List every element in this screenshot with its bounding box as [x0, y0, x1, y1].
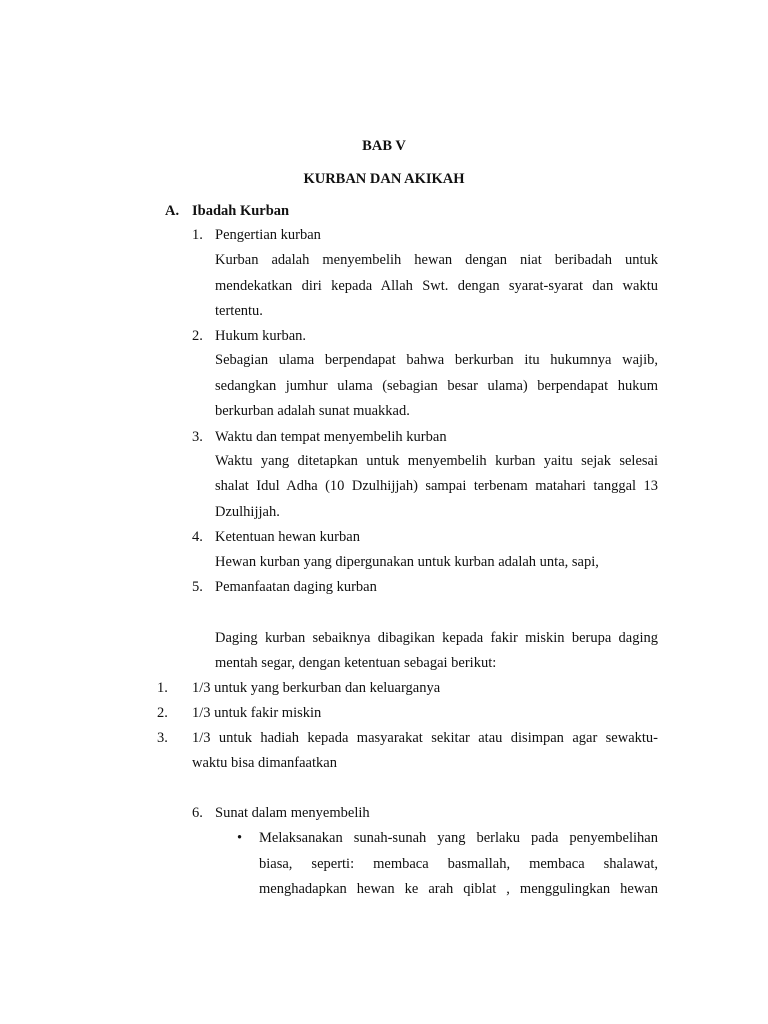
item-2-body-line: sedangkan jumhur ulama (sebagian besar ulama) berpendapat hukum	[215, 378, 658, 394]
item-5-title: Pemanfaatan daging kurban	[215, 579, 377, 595]
item-3-number: 3.	[192, 429, 203, 445]
item-3-body-line: shalat Idul Adha (10 Dzulhijjah) sampai terbenam matahari tanggal 13	[215, 478, 658, 494]
item-4-body-line: Hewan kurban yang dipergunakan untuk kurban adalah unta, sapi,	[215, 554, 599, 570]
item-2-body-line: berkurban adalah sunat muakkad.	[215, 403, 410, 419]
distribution-number: 3.	[157, 730, 168, 746]
item-2-body-line: Sebagian ulama berpendapat bahwa berkurban itu hukumnya wajib,	[215, 352, 658, 368]
item-5-body-line: Daging kurban sebaiknya dibagikan kepada fakir miskin berupa daging	[215, 630, 658, 646]
bullet-text-line: menghadapkan hewan ke arah qiblat , menggulingkan hewan	[259, 881, 658, 897]
section-a-marker: A.	[165, 203, 180, 219]
item-6-number: 6.	[192, 805, 203, 821]
bullet-text-line: biasa, seperti: membaca basmallah, membaca shalawat,	[259, 856, 658, 872]
distribution-text: waktu bisa dimanfaatkan	[192, 755, 337, 771]
item-3-title: Waktu dan tempat menyembelih kurban	[215, 429, 447, 445]
item-1-body-line: mendekatkan diri kepada Allah Swt. dengan syarat-syarat dan waktu	[215, 278, 658, 294]
item-2-number: 2.	[192, 328, 203, 344]
item-2-title: Hukum kurban.	[215, 328, 307, 344]
distribution-text: 1/3 untuk hadiah kepada masyarakat sekitar atau disimpan agar sewaktu-	[192, 730, 658, 746]
item-6-title: Sunat dalam menyembelih	[215, 805, 370, 821]
chapter-number: BAB V	[362, 138, 406, 154]
item-5-number: 5.	[192, 579, 203, 595]
item-1-number: 1.	[192, 227, 203, 243]
item-4-title: Ketentuan hewan kurban	[215, 529, 360, 545]
item-4-number: 4.	[192, 529, 203, 545]
bullet-text-line: Melaksanakan sunah-sunah yang berlaku pada penyembelihan	[259, 830, 658, 846]
distribution-number: 2.	[157, 705, 168, 721]
item-1-body-line: tertentu.	[215, 303, 263, 319]
section-a-title: Ibadah Kurban	[192, 203, 290, 219]
item-1-body-line: Kurban adalah menyembelih hewan dengan niat beribadah untuk	[215, 252, 658, 268]
bullet-dot-icon: •	[237, 830, 243, 846]
item-3-body-line: Waktu yang ditetapkan untuk menyembelih kurban yaitu sejak selesai	[215, 453, 658, 469]
item-3-body-line: Dzulhijjah.	[215, 504, 280, 520]
distribution-number: 1.	[157, 680, 168, 696]
item-5-body-line: mentah segar, dengan ketentuan sebagai berikut:	[215, 655, 497, 671]
chapter-title: KURBAN DAN AKIKAH	[303, 171, 465, 187]
distribution-text: 1/3 untuk fakir miskin	[192, 705, 322, 721]
item-1-title: Pengertian kurban	[215, 227, 321, 243]
distribution-text: 1/3 untuk yang berkurban dan keluarganya	[192, 680, 441, 696]
